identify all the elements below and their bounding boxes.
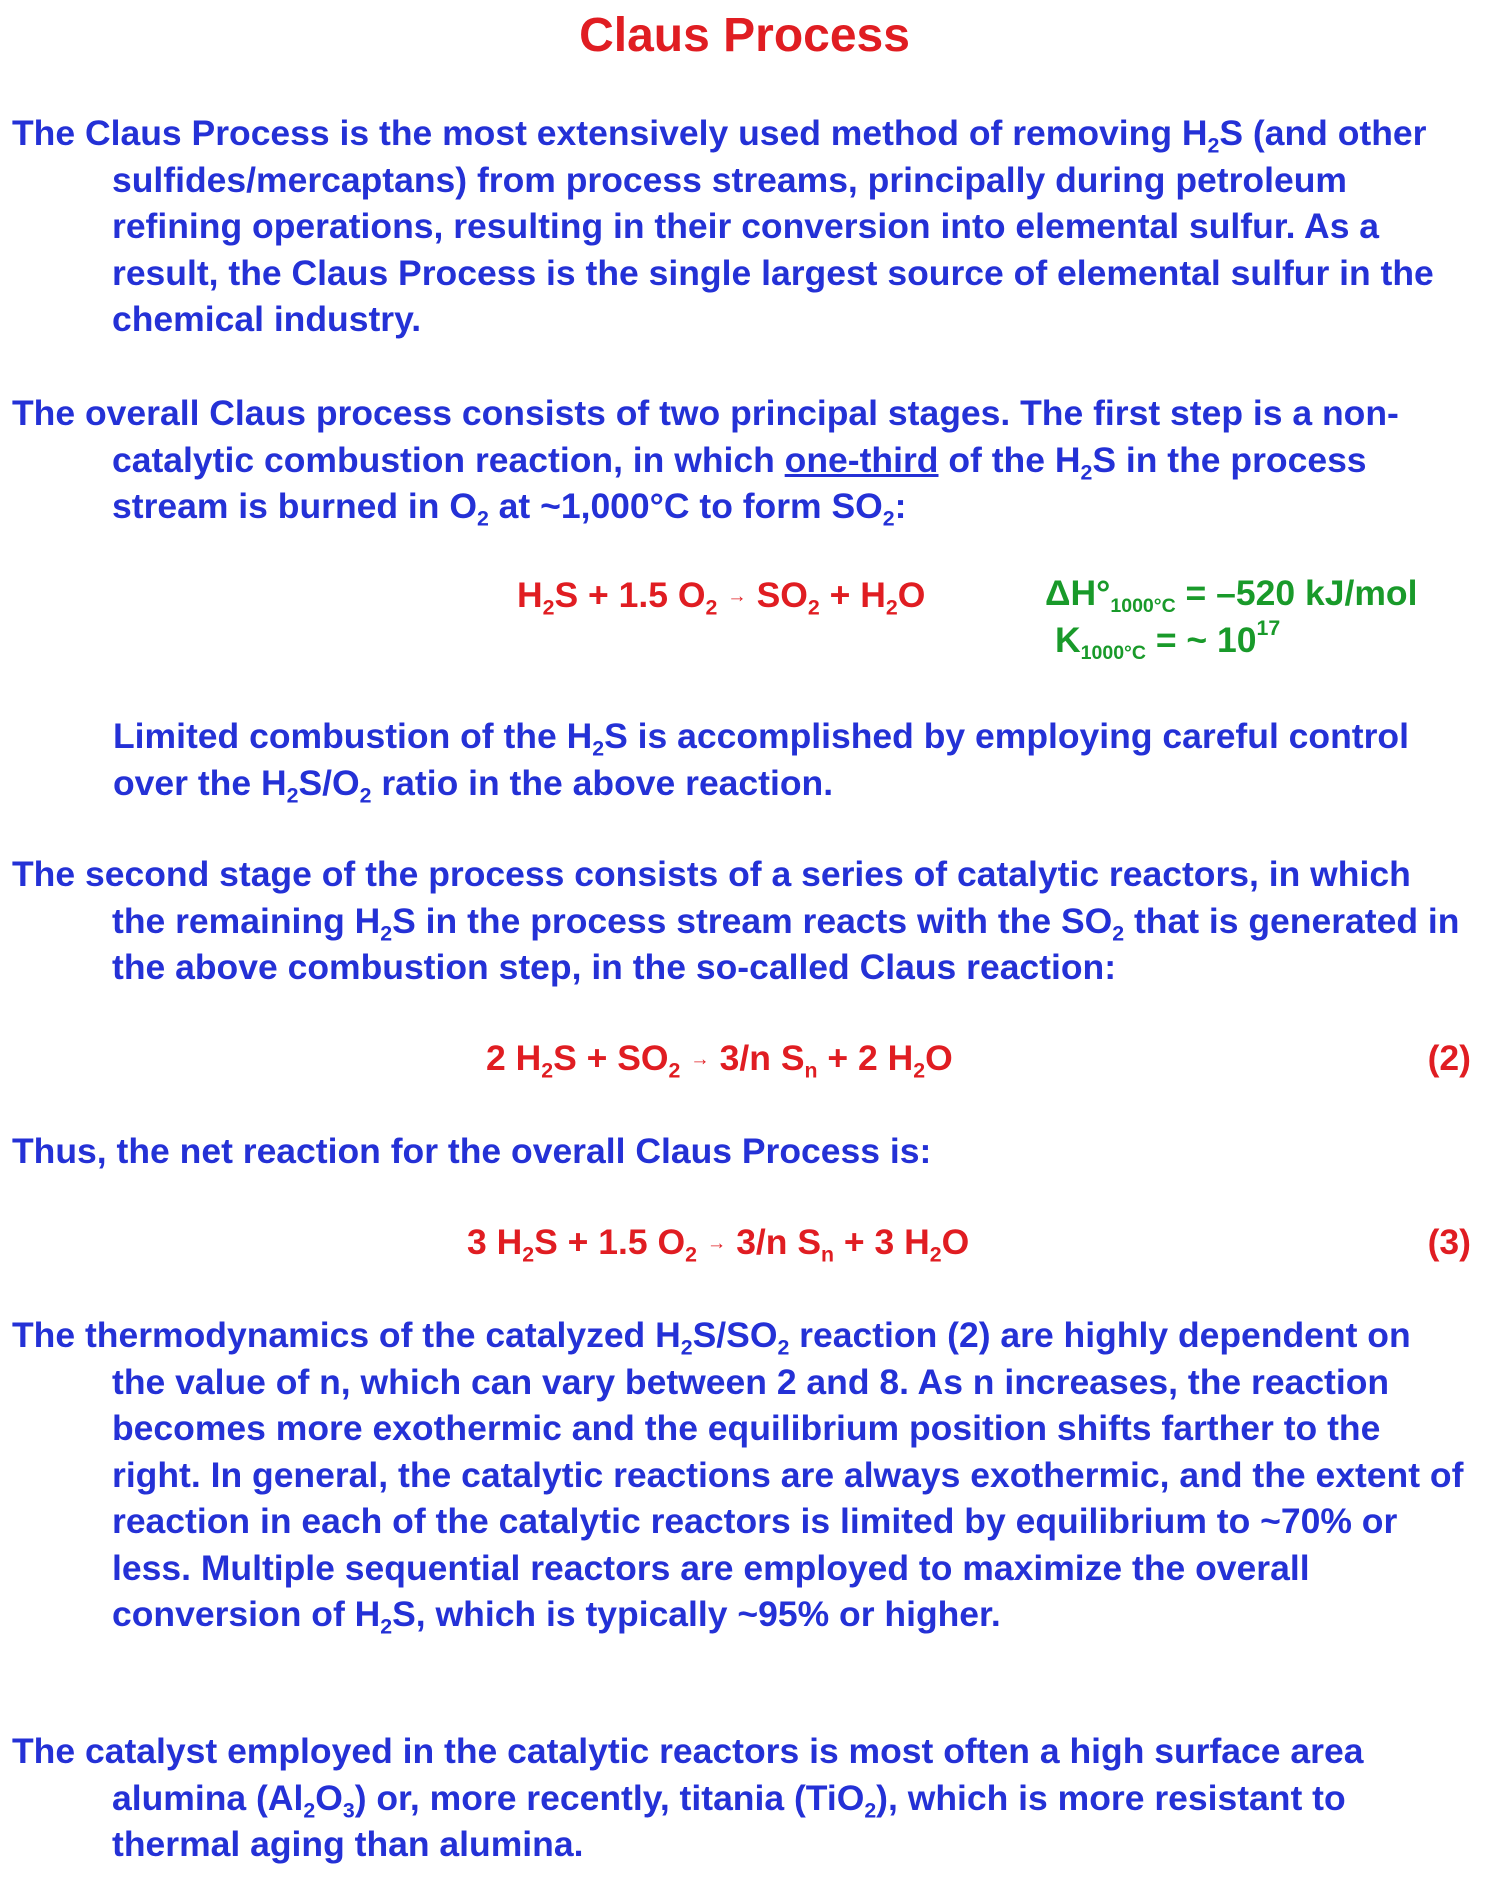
equation-net-reaction: 3 $H_2S + 1.5$ $O_2 \to 3/n$ $S_n + 3$ $H_2O$ bbox=[467, 1222, 970, 1267]
equation-number-3: (3) bbox=[1427, 1222, 1471, 1262]
enthalpy-value: $\Delta H^\circ_{1000^\circ C} = -520$ kJ/mol bbox=[1045, 573, 1418, 617]
paragraph-catalyst: The catalyst employed in the catalytic reactors is most often a high surface area alumina $(Al_2O_3)$ or, more recently, titania (TiO$_2$), which is more resistant to thermal aging than alumina. bbox=[12, 1731, 1364, 1864]
equation-number-2: (2) bbox=[1427, 1038, 1471, 1078]
page-title: Claus Process bbox=[579, 9, 910, 62]
paragraph-net-reaction: Thus, the net reaction for the overall Claus Process is: bbox=[12, 1131, 932, 1171]
paragraph-thermodynamics: The thermodynamics of the catalyzed $H_2S/SO_2$ reaction (2) are highly dependent on the value of n, which can vary between 2 and 8. As n increases, the reaction becomes more exothermic and the equilibrium position shifts farther to the right. In general, the catalytic reactions are always exothermic, and the extent of reaction in each of the catalytic reactors is limited by equilibrium to ~70% or less. Multiple sequential reactors are employed to maximize the overall conversion of $H_2S$, which is typically ~95% or higher. bbox=[12, 1315, 1464, 1639]
paragraph-limited-combustion: Limited combustion of the $H_2S$ is accomplished by employing careful control over the $H_2S/O_2$ ratio in the above reaction. bbox=[113, 716, 1409, 807]
reaction-arrow: → bbox=[727, 585, 747, 608]
equation-claus-reaction: 2 $H_2S + SO_2 \to 3/n$ $S_n + 2$ $H_2O$ bbox=[486, 1038, 953, 1083]
underlined-text: one-third bbox=[784, 439, 939, 480]
equilibrium-constant: $K_{1000^\circ C}$ = ~ $10^{17}$ bbox=[1055, 615, 1281, 664]
reaction-arrow: → bbox=[706, 1232, 727, 1255]
paragraph-stages: The overall Claus process consists of two principal stages. The first step is a non-catalytic combustion reaction, in which one-third of the $H_2S$ in the process stream is burned in $O_2$ at ~1,000°C to form $SO_2$: bbox=[12, 393, 1399, 531]
reaction-arrow: → bbox=[690, 1048, 710, 1071]
paragraph-second-stage: The second stage of the process consists of a series of catalytic reactors, in which the remaining $H_2S$ in the process stream reacts with the $SO_2$ that is generated in the above combustion step, in the so-called Claus reaction: bbox=[12, 854, 1460, 987]
equation-combustion: $H_2S + 1.5$ $O_2 \to SO_2 + H_2O$ bbox=[517, 575, 926, 620]
paragraph-intro: The Claus Process is the most extensively used method of removing $H_2S$ (and other sulfides/mercaptans) from process streams, principally during petroleum refining operations, resulting in their conversion into elemental sulfur. As a result, the Claus Process is the single largest source of elemental sulfur in the chemical industry. bbox=[12, 113, 1434, 339]
